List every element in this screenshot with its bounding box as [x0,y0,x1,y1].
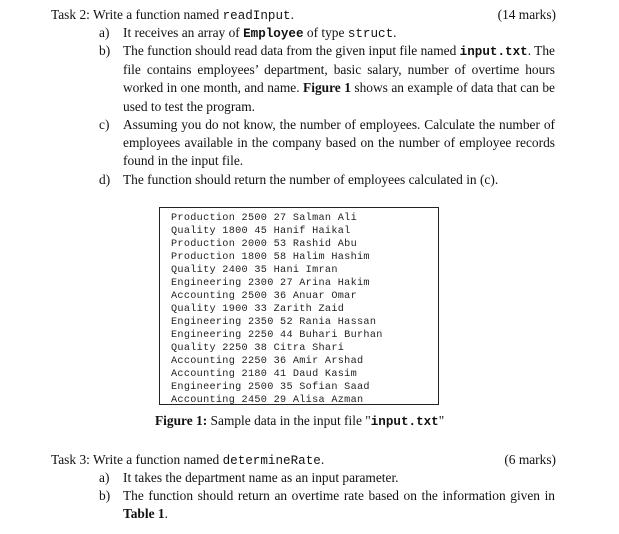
task2-heading [51,6,556,24]
data-line: Quality 1800 45 Hanif Haikal [171,226,351,237]
data-line: Production 1800 58 Halim Hashim [171,252,370,263]
task2-label: Task 2: [51,7,90,22]
task3-function-name: determineRate [222,454,321,468]
table-reference: Table 1 [123,506,165,522]
data-line: Accounting 2250 36 Amir Arshad [171,356,364,367]
inline-code: Employee [243,27,304,41]
task2-function-name: readInput [222,9,291,23]
item-text: Assuming you do not know, the number of employees. Calculate the number of employees available in the company based on the number of employee records found in the input file. [123,117,555,169]
task2-item-d [99,171,555,189]
caption-end: " [438,413,445,428]
task2-item-a [99,24,555,43]
data-line: Quality 2400 35 Hani Imran [171,265,338,276]
item-label: a) [99,25,110,40]
data-line: Engineering 2300 27 Arina Hakim [171,278,370,289]
data-line: Quality 2250 38 Citra Shari [171,343,345,354]
task3-item-b [99,487,555,523]
task3-marks: (6 marks) [504,452,556,467]
data-line: Production 2000 53 Rashid Abu [171,239,357,250]
data-line: Engineering 2250 44 Buhari Burhan [171,330,383,341]
task2-heading-end: . [290,7,294,22]
item-label: a) [99,470,110,485]
caption-label: Figure 1: [155,413,208,428]
item-text: . The file contains employees’ department, basic salary, number of overtime hours worked in one month, and name. [123,43,555,96]
task3-heading-text: Write a function named [92,452,220,467]
data-line: Engineering 2350 52 Rania Hassan [171,317,377,328]
item-text: . [393,25,397,40]
item-text: shows an example of data that can be used to test the program. [123,80,555,114]
item-label: d) [99,172,111,187]
figure1-data-box [159,207,439,405]
data-line: Accounting 2500 36 Anuar Omar [171,291,357,302]
data-line: Accounting 2180 41 Daud Kasim [171,369,357,380]
task3-label: Task 3: [51,452,90,467]
figure-reference: Figure 1 [303,80,351,96]
item-text: of type [303,25,348,40]
item-text: It receives an array of [123,25,244,40]
data-line: Engineering 2500 35 Sofian Saad [171,382,370,393]
task2-item-b [99,42,555,116]
task3-heading-end: . [320,452,325,467]
inline-code: input.txt [459,45,528,59]
data-line: Accounting 2450 29 Alisa Azman [171,395,364,406]
inline-code: struct [347,27,394,41]
task2-heading-text: Write a function named [92,7,220,22]
task2-item-c [99,116,555,171]
data-line: Production 2500 27 Salman Ali [171,213,357,224]
item-label: b) [99,43,111,58]
item-text: It takes the department name as an input parameter. [123,470,399,485]
task3-heading [51,451,556,469]
caption-file: input.txt [370,415,439,429]
item-text: The function should read data from the given input file named [123,43,460,58]
caption-text: Sample data in the input file " [207,413,371,428]
item-text: . [164,506,168,522]
item-label: b) [99,488,111,503]
item-text: The function should return the number of employees calculated in (c). [123,172,499,187]
figure1-caption [155,412,444,431]
task2-marks: (14 marks) [497,7,556,22]
task3-item-a [99,469,555,487]
data-line: Quality 1900 33 Zarith Zaid [171,304,345,315]
item-label: c) [99,117,110,132]
item-text: The function should return an overtime rate based on the information given in [123,488,555,503]
